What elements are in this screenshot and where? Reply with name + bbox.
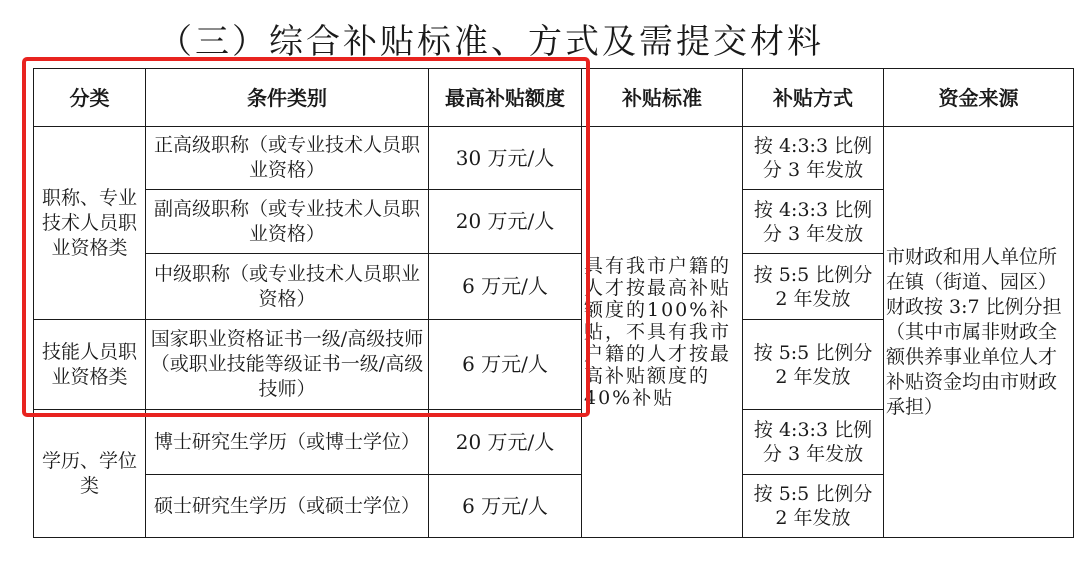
header-max-amount: 最高补贴额度 (429, 69, 582, 127)
subsidy-table (33, 68, 1074, 538)
header-standard: 补贴标准 (582, 69, 743, 127)
condition-cell: 副高级职称（或专业技术人员职业资格） (146, 190, 429, 254)
category-skill: 技能人员职业资格类 (34, 320, 146, 410)
header-source: 资金来源 (884, 69, 1074, 127)
method-cell: 按 5:5 比例分 2 年发放 (743, 475, 884, 538)
amount-cell: 30 万元/人 (429, 127, 582, 190)
header-category: 分类 (34, 69, 146, 127)
section-heading: （三）综合补贴标准、方式及需提交材料 (158, 22, 824, 62)
category-degree: 学历、学位类 (34, 410, 146, 538)
amount-cell: 20 万元/人 (429, 410, 582, 475)
condition-cell: 博士研究生学历（或博士学位） (146, 410, 429, 475)
amount-cell: 6 万元/人 (429, 254, 582, 320)
standard-cell: 具有我市户籍的人才按最高补贴额度的100%补贴，不具有我市户籍的人才按最高补贴额度的40%补贴 (582, 127, 743, 538)
method-cell: 按 5:5 比例分 2 年发放 (743, 320, 884, 410)
condition-cell: 国家职业资格证书一级/高级技师（或职业技能等级证书一级/高级技师） (146, 320, 429, 410)
source-cell: 市财政和用人单位所在镇（街道、园区）财政按 3:7 比例分担（其中市属非财政全额供养事业单位人才补贴资金均由市财政承担） (884, 127, 1074, 538)
header-condition: 条件类别 (146, 69, 429, 127)
condition-cell: 硕士研究生学历（或硕士学位） (146, 475, 429, 538)
amount-cell: 6 万元/人 (429, 320, 582, 410)
amount-cell: 6 万元/人 (429, 475, 582, 538)
header-method: 补贴方式 (743, 69, 884, 127)
method-cell: 按 4:3:3 比例分 3 年发放 (743, 127, 884, 190)
category-title-prof: 职称、专业技术人员职业资格类 (34, 127, 146, 320)
amount-cell: 20 万元/人 (429, 190, 582, 254)
condition-cell: 中级职称（或专业技术人员职业资格） (146, 254, 429, 320)
table-header-row (34, 69, 1074, 127)
table-row (34, 127, 1074, 190)
method-cell: 按 4:3:3 比例分 3 年发放 (743, 190, 884, 254)
method-cell: 按 5:5 比例分 2 年发放 (743, 254, 884, 320)
condition-cell: 正高级职称（或专业技术人员职业资格） (146, 127, 429, 190)
method-cell: 按 4:3:3 比例分 3 年发放 (743, 410, 884, 475)
